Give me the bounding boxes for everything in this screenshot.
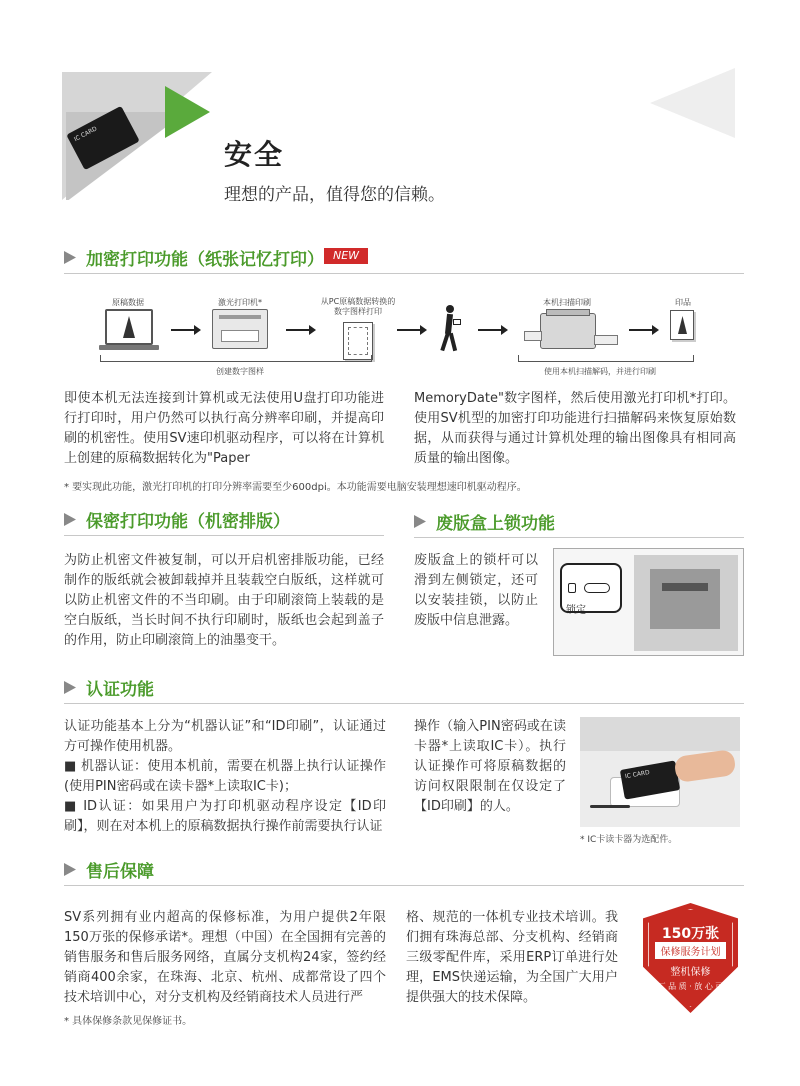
section-arrow-icon — [64, 251, 76, 264]
lock-text: 废版盒上的锁杆可以滑到左侧锁定，还可以安装挂锁，以防止废版中信息泄露。 — [414, 553, 538, 628]
service-text-left: SV系列拥有业内超高的保修标准，为用户提供2年限150万张的保修承诺*。理想（中国）在全国拥有完善的销售服务和售后服务网络，直属分支机构24家，签约经销商400余家，在珠海、北京、杭州、成都常设了四个技术培训中心，对分支机构及经销商技术人员进行严 — [64, 910, 386, 1005]
decorative-triangle — [650, 68, 735, 138]
flow-label-laser: 激光打印机* — [218, 298, 262, 307]
seal-count: 150万张 — [661, 926, 720, 942]
flow-label-decode: 使用本机扫描解码，并进行印刷 — [544, 367, 656, 376]
ic-card-image: IC CARD — [66, 106, 140, 170]
flow-arrow-icon — [286, 329, 314, 331]
lock-label: 锁定 — [566, 605, 586, 616]
section-header-encrypt — [64, 243, 744, 271]
service-text-right: 格、规范的一体机专业技术培训。我们拥有珠海总部、分支机构、经销商三级零配件库，采用ERP订单进行处理，EMS快递运输，为全国广大用户提供强大的技术保障。 — [406, 910, 618, 1005]
section-divider — [64, 535, 384, 536]
section-divider — [414, 537, 744, 538]
flow-bracket — [100, 355, 372, 362]
section-title: 售后保障 — [86, 862, 154, 882]
encrypt-footnote: * 要实现此功能，激光打印机的打印分辨率需要至少600dpi。本功能需要电脑安装理想速印机驱动程序。 — [64, 482, 527, 493]
laser-printer-icon — [212, 309, 268, 349]
section-title: 认证功能 — [86, 680, 154, 700]
encrypt-text-right: MemoryDate"数字图样，然后使用激光打印机*打印。使用SV机型的加密打印功能进行扫描解码来恢复原始数据，从而获得与通过计算机处理的输出图像具有相同高质量的输出图像。 — [414, 391, 736, 466]
auth-item-id: ■ ID认证：如果用户为打印机驱动程序设定【ID印刷】，则在对本机上的原稿数据执行操作前需要执行认证 — [64, 799, 386, 834]
confidential-text: 为防止机密文件被复制，可以开启机密排版功能，已经制作的版纸就会被卸载掉并且装载空白版纸，这样就可以防止机密文件的不当印刷。由于印刷滚筒上装载的是空白版纸，当长时间不执行印刷时，版纸也会起到盖子的作用，防止印刷滚筒上的油墨变干。 — [64, 553, 384, 648]
auth-text-left — [64, 717, 386, 837]
flow-label-original: 原稿数据 — [112, 298, 144, 307]
auth-item-machine: ■ 机器认证：使用本机前，需要在机器上执行认证操作(使用PIN密码或在读卡器*上读取IC卡)； — [64, 759, 386, 794]
printed-sheet-icon — [670, 310, 694, 340]
flow-label-create: 创建数字图样 — [216, 367, 264, 376]
seal-plan: 保修服务计划 — [655, 942, 726, 959]
flow-arrow-icon — [397, 329, 425, 331]
ic-card-image: IC CARD — [620, 760, 680, 799]
flow-label-scanner: 本机扫描印刷 — [543, 298, 591, 307]
section-title: 保密打印功能（机密排版） — [86, 512, 290, 532]
disposal-box-photo — [553, 548, 744, 656]
service-footnote: * 具体保修条款见保修证书。 — [64, 1016, 193, 1027]
new-badge: NEW — [324, 248, 368, 264]
encrypt-text-left: 即使本机无法连接到计算机或无法使用U盘打印功能进行打印时，用户仍然可以执行高分辨率印刷，并提高印刷的机密性。使用SV速印机驱动程序，可以将在计算机上创建的原稿数据转化为"Paper — [64, 391, 384, 466]
auth-intro: 认证功能基本上分为“机器认证”和“ID印刷”，认证通过方可操作使用机器。 — [64, 719, 386, 754]
section-divider — [64, 885, 744, 886]
flow-bracket — [518, 355, 694, 362]
seal-whole: 整机保修 — [670, 967, 711, 978]
section-header-auth — [64, 673, 744, 701]
page-title: 安全 — [224, 138, 285, 171]
section-header-service — [64, 855, 744, 883]
flow-arrow-icon — [629, 329, 657, 331]
laptop-base — [99, 345, 159, 350]
laptop-icon — [105, 309, 153, 345]
section-arrow-icon — [64, 513, 76, 526]
flow-arrow-icon — [478, 329, 506, 331]
walking-person-icon — [440, 305, 460, 351]
page-subtitle: 理想的产品，值得您的信赖。 — [224, 185, 445, 205]
seal-quality: 原 厂 品 质 · 放 心 可 靠 — [647, 982, 734, 991]
section-divider — [64, 273, 744, 274]
section-header-lock — [414, 507, 744, 535]
section-title: 加密打印功能（纸张记忆打印） — [86, 250, 324, 270]
flow-label-printed: 印品 — [675, 298, 691, 307]
section-header-confidential — [64, 505, 384, 533]
section-divider — [64, 703, 744, 704]
auth-text-right: 操作（输入PIN密码或在读卡器*上读取IC卡）。执行认证操作可将原稿数据的访问权限限制在仅设定了【ID印刷】的人。 — [414, 719, 566, 814]
digital-duplicator-icon — [520, 309, 620, 353]
auth-photo-note: * IC卡读卡器为选配件。 — [580, 835, 678, 845]
section-arrow-icon — [64, 681, 76, 694]
card-reader-photo — [580, 717, 740, 827]
flow-label-converted: 从PC原稿数据转换的数字图样打印 — [320, 297, 396, 316]
section-arrow-icon — [64, 863, 76, 876]
section-title: 废版盒上锁功能 — [436, 514, 555, 534]
flow-arrow-icon — [171, 329, 199, 331]
section-arrow-icon — [414, 515, 426, 528]
